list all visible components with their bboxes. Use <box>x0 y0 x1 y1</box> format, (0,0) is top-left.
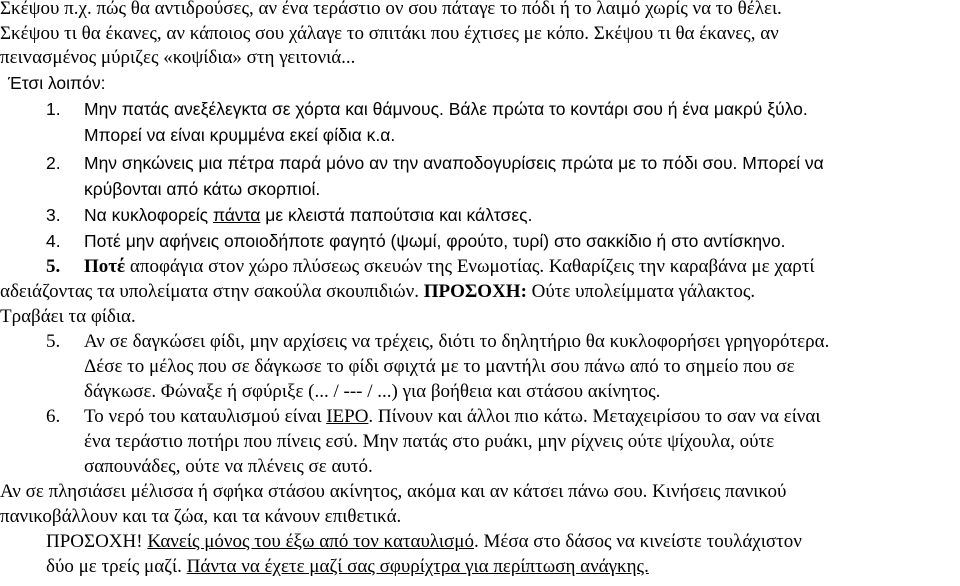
warning-post-1: . Μέσα στο δάσος να κινείστε τουλάχιστον <box>473 531 802 552</box>
rule-2-number: 2. <box>46 153 61 173</box>
intro-line-4: Έτσι λοιπόν: <box>8 73 106 93</box>
rule-5a-number: 5. <box>46 256 61 277</box>
rule-5a-bold: Ποτέ <box>84 256 126 277</box>
rule-3-number: 3. <box>46 205 61 225</box>
rule-1-text: Μην πατάς ανεξέλεγκτα σε χόρτα και θάμνους. Βάλε πρώτα το κοντάρι σου ή ένα μακρύ ξύλο. <box>84 99 808 119</box>
rule-1-continuation: Μπορεί να είναι κρυμμένα εκεί φίδια κ.α. <box>84 125 396 145</box>
rule-3-text <box>84 203 532 227</box>
rule-3-pre: Να κυκλοφορείς <box>84 205 213 225</box>
rule-2-text: Μην σηκώνεις μια πέτρα παρά μόνο αν την αναποδογυρίσεις πρώτα με το πόδι σου. Μπορεί να <box>84 153 824 173</box>
warning-label: ΠΡΟΣΟΧΗ! <box>46 531 148 552</box>
rule-2-continuation: κρύβονται από κάτω σκορπιοί. <box>84 179 321 199</box>
rule-5a-cont-pre: αδειάζοντας τα υπολείματα στην σακούλα σκουπιδιών. <box>0 281 424 302</box>
rule-4-number: 4. <box>46 231 61 251</box>
rule-5a-cont-post: Ούτε υπολείμματα γάλακτος. <box>526 281 756 302</box>
rule-5a-continuation <box>0 280 755 304</box>
rule-6-number: 6. <box>46 406 61 427</box>
rule-5a-continuation-2: Τραβάει τα φίδια. <box>0 306 136 327</box>
warning-line-1 <box>46 530 802 554</box>
rule-5b-number: 5. <box>46 331 61 352</box>
rule-1-number: 1. <box>46 99 61 119</box>
rule-5a-warning-label: ΠΡΟΣΟΧΗ: <box>423 281 527 302</box>
rule-6-continuation-1: ένα τεράστιο ποτήρι που πίνεις εσύ. Μην πατάς στο ρυάκι, μην ρίχνεις ούτε ψίχουλα, ούτε <box>84 431 775 452</box>
rule-5b-continuation-1: Δέσε το μέλος που σε δάγκωσε το φίδι σφιχτά με το μαντήλι σου πάνω από το σημείο που σε <box>84 356 795 377</box>
warning-underlined-2: Πάντα να έχετε μαζί σας σφυρίχτρα για περίπτωση ανάγκης. <box>186 556 649 577</box>
rule-4-text: Ποτέ μην αφήνεις οποιοδήποτε φαγητό (ψωμί, φρούτο, τυρί) στο σακκίδιο ή στο αντίσκηνο. <box>84 231 786 251</box>
intro-line-2: Σκέψου τι θα έκανες, αν κάποιος σου χάλαγε το σπιτάκι που έχτισες με κόπο. Σκέψου τι θα έκανες, αν <box>0 23 779 44</box>
rule-3-post: με κλειστά παπούτσια και κάλτσες. <box>260 205 533 225</box>
rule-5b-continuation-2: δάγκωσε. Φώναξε ή σφύριξε (... / --- / ...) για βοήθεια και στάσου ακίνητος. <box>84 381 661 402</box>
bees-line-2: πανικοβάλλουν και τα ζώα, και τα κάνουν επιθετικά. <box>0 506 402 527</box>
rule-5a-rest: αποφάγια στον χώρο πλύσεως σκευών της Ενωμοτίας. Καθαρίζεις την καραβάνα με χαρτί <box>125 256 815 277</box>
warning-underlined-1: Κανείς μόνος του έξω από τον καταυλισμό <box>147 531 474 552</box>
warning-pre-2: δύο με τρείς μαζί. <box>46 556 187 577</box>
rule-6-continuation-2: σαπουνάδες, ούτε να πλένεις σε αυτό. <box>84 456 373 477</box>
rule-3-emphasis: πάντα <box>212 205 261 225</box>
rule-6-post: . Πίνουν και άλλοι πιο κάτω. Μεταχειρίσου το σαν να είναι <box>368 406 821 427</box>
intro-line-3: πειvασμένος μύριζες «κοψίδια» στη γειτονιά... <box>0 47 356 68</box>
bees-line-1: Αν σε πλησιάσει μέλισσα ή σφήκα στάσου ακίνητος, ακόμα και αν κάτσει πάνω σου. Κινήσεις πανικού <box>0 481 787 502</box>
rule-6-text <box>84 405 820 429</box>
intro-line-1: Σκέψου π.χ. πώς θα αντιδρούσες, αν ένα τεράστιο ον σου πάταγε το πόδι ή το λαιμό χωρίς να το θέλει. <box>0 0 782 19</box>
rule-5a-text <box>84 255 815 279</box>
rule-6-emphasis: ΙΕΡΟ <box>326 406 369 427</box>
rule-6-pre: Το νερό του καταυλισμού είναι <box>84 406 327 427</box>
warning-line-2 <box>46 555 649 579</box>
rule-5b-text: Αν σε δαγκώσει φίδι, μην αρχίσεις να τρέχεις, διότι το δηλητήριο θα κυκλοφορήσει γρηγορότερα. <box>84 331 830 352</box>
